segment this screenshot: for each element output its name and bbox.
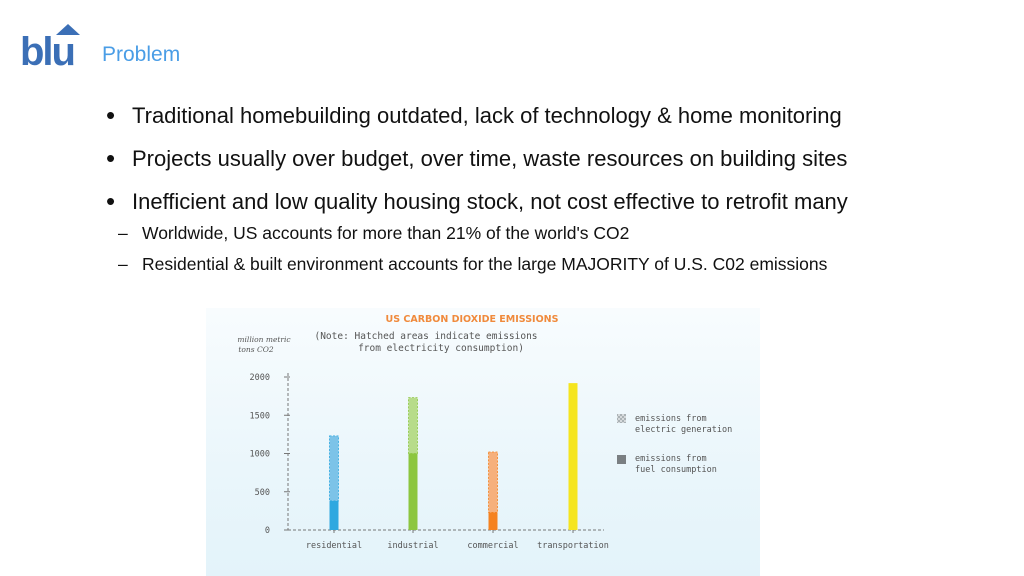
bar-fuel-industrial	[409, 454, 418, 531]
y-tick-label: 0	[264, 526, 270, 536]
x-tick-label: transportation	[537, 541, 609, 551]
chart-subtitle-line2: from electricity consumption)	[358, 343, 524, 354]
bullet-list	[106, 100, 1006, 283]
bar-fuel-commercial	[489, 512, 498, 530]
bar-electric-residential	[330, 436, 339, 501]
sub-bullet-item	[106, 252, 1006, 283]
legend-fuel-line2: fuel consumption	[635, 465, 717, 475]
legend-electric-line1: emissions from	[635, 414, 707, 424]
legend-electric-line2: electric generation	[635, 425, 733, 435]
sub-bullet-text: Worldwide, US accounts for more than 21% of the world's CO2	[142, 223, 630, 243]
y-tick-label: 2000	[249, 373, 270, 383]
dash-icon: –	[118, 254, 128, 274]
bar-fuel-transportation	[569, 383, 578, 530]
page-title: Problem	[102, 43, 181, 66]
sub-bullet-item	[106, 221, 1006, 252]
emissions-chart	[206, 308, 760, 576]
sub-bullet-text: Residential & built environment accounts for the large MAJORITY of U.S. C02 emissions	[142, 254, 828, 274]
chart-svg	[206, 308, 760, 576]
bullet-item	[106, 143, 1006, 186]
x-tick-label: residential	[305, 541, 363, 551]
bullet-text: Traditional homebuilding outdated, lack of technology & home monitoring	[132, 103, 842, 128]
bullet-text: Projects usually over budget, over time, waste resources on building sites	[132, 146, 848, 171]
x-tick-label: commercial	[467, 541, 519, 551]
legend-solid-swatch	[617, 455, 626, 464]
bullet-item	[106, 100, 1006, 143]
bullet-dot-icon: •	[106, 143, 116, 173]
y-tick-label: 500	[254, 487, 270, 498]
bullet-dot-icon: •	[106, 100, 116, 130]
legend-hatch-swatch	[617, 414, 626, 423]
y-tick-label: 1000	[249, 449, 270, 460]
y-tick-label: 1500	[249, 411, 270, 422]
logo-text: blu	[20, 30, 74, 68]
chart-title: US CARBON DIOXIDE EMISSIONS	[385, 314, 559, 325]
bullet-text: Inefficient and low quality housing stock, not cost effective to retrofit many	[132, 189, 848, 214]
sub-bullet-list	[106, 221, 1006, 283]
dash-icon: –	[118, 223, 128, 243]
bar-electric-industrial	[409, 398, 418, 454]
y-axis-label-line1: million metric	[237, 335, 291, 344]
blu-logo	[20, 22, 90, 68]
legend-fuel-line1: emissions from	[635, 454, 707, 464]
x-tick-label: industrial	[387, 541, 439, 551]
chart-subtitle-line1: (Note: Hatched areas indicate emissions	[314, 331, 538, 342]
bullet-dot-icon: •	[106, 186, 116, 216]
bar-fuel-residential	[330, 501, 339, 530]
bar-electric-commercial	[489, 452, 498, 512]
y-axis-label-line2: tons CO2	[238, 345, 274, 354]
